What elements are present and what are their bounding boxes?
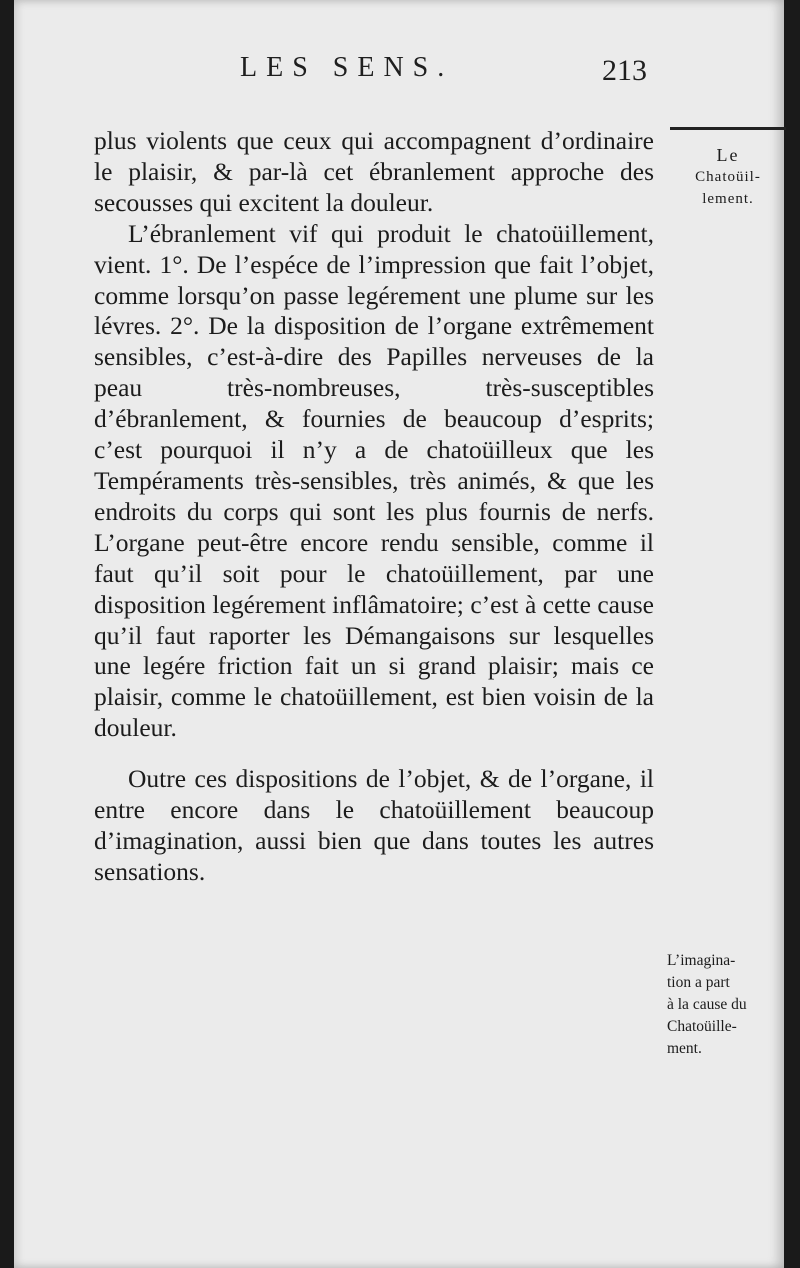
margin-note-line: lement. <box>702 191 754 207</box>
margin-rule <box>670 127 786 130</box>
margin-note-imagination <box>667 950 791 1060</box>
running-title: LES SENS. <box>240 52 454 83</box>
margin-note-line: tion a part <box>667 974 730 991</box>
margin-note-line: L’imagina- <box>667 952 736 969</box>
book-page <box>14 0 784 1268</box>
margin-note-line: Le <box>716 145 740 165</box>
margin-note-line: Chatoüille- <box>667 1018 737 1035</box>
margin-note-chatouillement <box>670 144 786 210</box>
paragraph: Outre ces dispositions de l’objet, & de l’organe, il entre encore dans le chatoüillement beaucoup d’imagination, aussi bien que dans toutes les autres sensations. <box>94 764 654 886</box>
page-number: 213 <box>602 54 647 87</box>
paragraph: L’ébranlement vif qui produit le chatoüillement, vient. 1°. De l’espéce de l’impression que fait l’objet, comme lorsqu’on passe legérement une plume sur les lévres. 2°. De la disposition de l’organe extrêmement sensibles, c’est-à-dire des Papilles nerveuses de la peau très-nombreuses, très-susceptibles d’ébranlement, & fournies de beaucoup d’esprits; c’est pourquoi il n’y a de chatoüilleux que les Tempéraments très-sensibles, très animés, & que les endroits du corps qui sont les plus fournis de nerfs. L’organe peut-être encore rendu sensible, comme il faut qu’il soit pour le chatoüillement, par une disposition legérement inflâmatoire; c’est à cette cause qu’il faut raporter les Démangaisons sur lesquelles une legére friction fait un si grand plaisir; mais ce plaisir, comme le chatoüillement, est bien voisin de la douleur. <box>94 218 654 743</box>
paragraph-gap <box>94 744 654 764</box>
paragraph-continued: plus violents que ceux qui accompagnent d’ordinaire le plaisir, & par-là cet ébranlement approche des secousses qui excitent la douleur. <box>94 126 654 217</box>
body-text <box>94 126 654 888</box>
margin-note-line: à la cause du <box>667 996 747 1013</box>
margin-note-line: Chatoüil- <box>695 169 761 185</box>
margin-note-line: ment. <box>667 1040 702 1057</box>
